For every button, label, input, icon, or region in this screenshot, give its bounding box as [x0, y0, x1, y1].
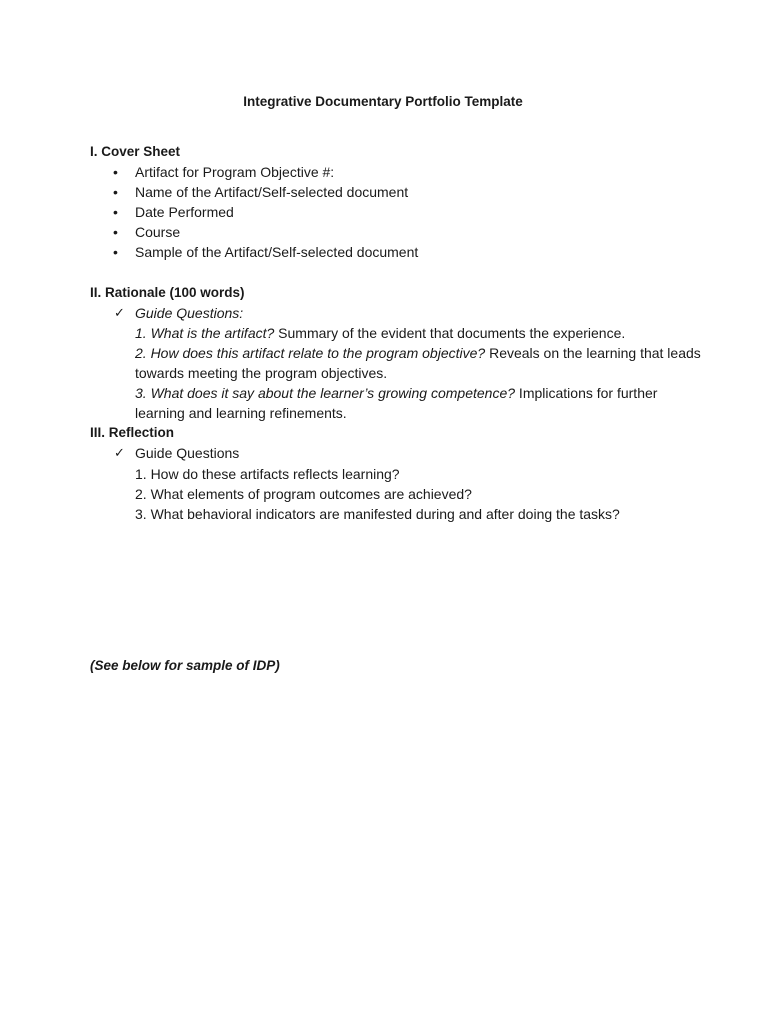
document-title: Integrative Documentary Portfolio Template: [243, 94, 523, 109]
spacer: [90, 263, 710, 283]
checkmark-icon: ✓: [114, 304, 125, 320]
list-item: [90, 443, 710, 463]
reflection-heading: III. Reflection: [90, 425, 175, 441]
rationale-list: [90, 303, 710, 323]
cover-sheet-heading: I. Cover Sheet: [90, 144, 181, 159]
list-item-text: Name of the Artifact/Self-selected document: [135, 184, 409, 201]
guide-questions-label: Guide Questions: [135, 445, 240, 462]
question-description: Reveals on the learning that leads towards meeting the program objectives.: [135, 344, 701, 382]
bullet-icon: •: [113, 224, 118, 241]
guide-questions-label: Guide Questions:: [135, 304, 244, 321]
rationale-heading: II. Rationale (100 words): [90, 284, 245, 300]
list-item: [90, 242, 710, 262]
reflection-question-3: 3. What behavioral indicators are manifested during and after doing the tasks?: [135, 505, 620, 522]
list-item-text: Course: [135, 224, 181, 241]
list-item: [90, 202, 710, 222]
cover-sheet-list: [90, 162, 710, 262]
list-item-text: Sample of the Artifact/Self-selected document: [135, 244, 419, 261]
rationale-question-1: [90, 323, 710, 343]
list-item: [90, 162, 710, 182]
sample-note: (See below for sample of IDP): [90, 658, 280, 673]
document-body: [90, 142, 710, 524]
bullet-icon: •: [113, 184, 118, 201]
list-item: [90, 182, 710, 202]
list-item-text: Date Performed: [135, 204, 234, 221]
question-prompt: 1. What is the artifact?: [135, 324, 275, 341]
list-item: [90, 303, 710, 323]
question-prompt: 3. What does it say about the learner’s growing competence?: [135, 385, 516, 402]
question-description: Implications for further learning and learning refinements.: [135, 385, 658, 422]
rationale-question-2: [90, 343, 710, 383]
list-item: [90, 222, 710, 242]
question-prompt: 2. How does this artifact relate to the program objective?: [135, 344, 486, 361]
rationale-question-3: [90, 383, 710, 423]
reflection-list: [90, 443, 710, 463]
bullet-icon: •: [113, 244, 118, 261]
bullet-icon: •: [113, 164, 118, 181]
bullet-icon: •: [113, 204, 118, 221]
checkmark-icon: ✓: [114, 445, 125, 461]
reflection-question-2: 2. What elements of program outcomes are achieved?: [135, 485, 472, 502]
question-description: Summary of the evident that documents the experience.: [274, 324, 626, 341]
reflection-question-1: 1. How do these artifacts reflects learning?: [135, 465, 400, 482]
list-item-text: Artifact for Program Objective #:: [135, 164, 335, 181]
